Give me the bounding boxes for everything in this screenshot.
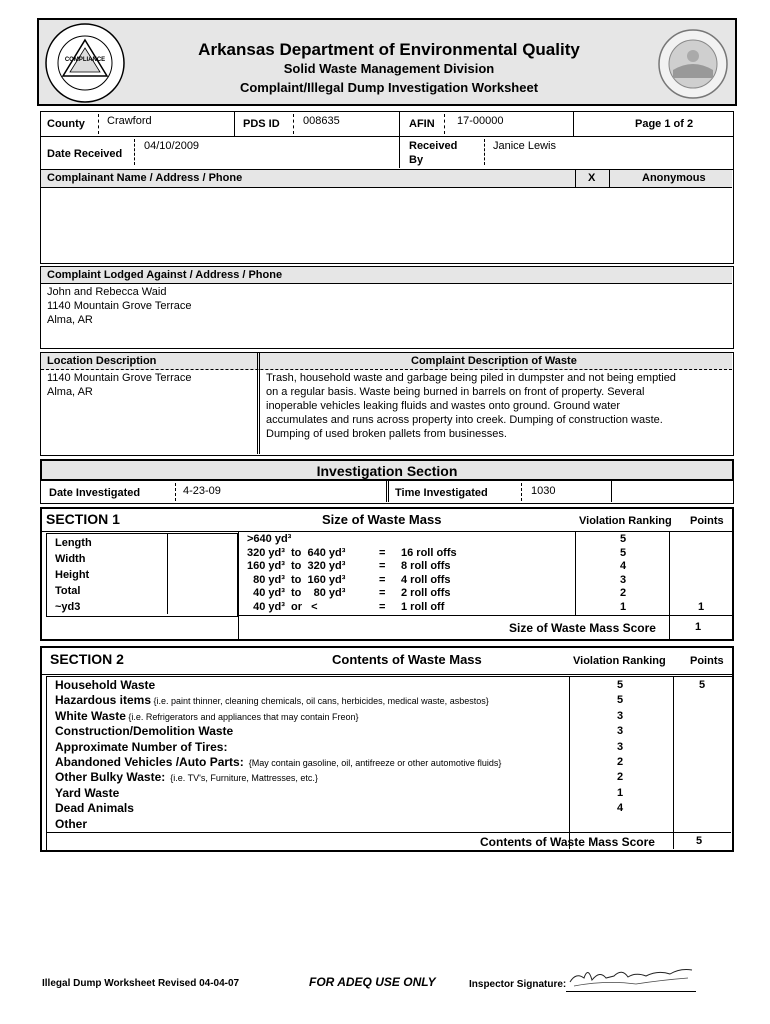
divider <box>573 112 574 136</box>
size-score-row <box>238 615 733 640</box>
divider <box>257 353 260 454</box>
section2-header <box>42 648 732 675</box>
waste-desc-line[interactable]: Trash, household waste and garbage being piled in dumpster and not being emptied <box>266 372 676 384</box>
waste-category <box>55 693 489 707</box>
section2-ranking-label: Violation Ranking <box>573 655 666 667</box>
contents-table <box>46 676 734 852</box>
pds-label: PDS ID <box>243 118 280 130</box>
roll-off-count: 1 roll off <box>401 600 445 613</box>
divider <box>575 531 576 615</box>
points-value[interactable]: 1 <box>697 600 705 613</box>
roll-off-count: 8 roll offs <box>401 560 451 572</box>
violation-rank: 5 <box>619 533 627 545</box>
date-received-label: Date Received <box>47 148 123 160</box>
waste-category <box>55 678 155 692</box>
violation-rank: 2 <box>616 771 624 784</box>
waste-category-name: Abandoned Vehicles /Auto Parts: <box>55 755 244 769</box>
violation-rank: 5 <box>616 679 624 691</box>
county-value[interactable]: Crawford <box>107 115 152 127</box>
section1 <box>40 507 734 641</box>
equals-sign: = <box>379 560 386 572</box>
waste-category-note: {May contain gasoline, oil, antifreeze or other automotive fluids} <box>243 758 502 768</box>
waste-category-note: {i.e. paint thinner, cleaning chemicals, oil cans, herbicides, medical waste, asbestos} <box>151 696 489 707</box>
divider <box>521 483 522 501</box>
location-line[interactable]: 1140 Mountain Grove Terrace <box>47 372 192 384</box>
violation-rank: 3 <box>619 573 627 586</box>
divider <box>444 114 445 134</box>
violation-rank: 4 <box>619 560 627 572</box>
section1-heading: Size of Waste Mass <box>322 512 442 527</box>
section2-points-label: Points <box>690 655 724 667</box>
lodged-header <box>41 267 732 284</box>
waste-desc-line[interactable]: accumulates and runs across property into creek. Dumping of construction waste. <box>266 414 663 426</box>
worksheet-title: Complaint/Illegal Dump Investigation Worksheet <box>239 80 539 95</box>
waste-category <box>55 724 233 738</box>
anonymous-check[interactable]: X <box>588 172 596 184</box>
contents-score-value[interactable]: 5 <box>696 835 703 847</box>
footer-use-only: FOR ADEQ USE ONLY <box>309 975 436 989</box>
divider <box>134 139 135 165</box>
section1-ranking-label: Violation Ranking <box>579 515 672 527</box>
lodged-line[interactable]: John and Rebecca Waid <box>47 286 167 298</box>
waste-desc-label: Complaint Description of Waste <box>411 355 577 367</box>
state-seal <box>657 28 729 100</box>
equals-sign: = <box>379 546 386 559</box>
dim-label: Length <box>55 537 92 549</box>
lodged-label: Complaint Lodged Against / Address / Phone <box>47 269 283 281</box>
section1-title: SECTION 1 <box>46 511 120 527</box>
divider <box>47 832 731 833</box>
waste-category-name: Hazardous items <box>55 693 152 708</box>
points-value[interactable]: 5 <box>698 679 706 691</box>
waste-category-name: Yard Waste <box>55 785 120 800</box>
dim-label: Width <box>55 553 86 565</box>
waste-category-name: Household Waste <box>55 678 156 692</box>
footer-revision: Illegal Dump Worksheet Revised 04-04-07 <box>42 978 240 989</box>
location-box <box>40 352 734 456</box>
dim-label: ~yd3 <box>55 601 81 613</box>
size-range: >640 yd³ <box>247 533 292 545</box>
divider <box>569 677 570 849</box>
afin-value[interactable]: 17-00000 <box>457 115 504 127</box>
waste-category-name: Approximate Number of Tires: <box>55 739 228 754</box>
waste-category-note: {i.e. Refrigerators and appliances that may contain Freon} <box>125 711 359 722</box>
waste-category <box>55 755 501 769</box>
waste-category <box>55 786 119 800</box>
waste-category-name: Other Bulky Waste: <box>55 770 166 785</box>
divider <box>386 481 389 502</box>
location-label: Location Description <box>47 355 157 367</box>
waste-category-note: {i.e. TV's, Furniture, Mattresses, etc.} <box>165 773 318 784</box>
received-by-label-2: By <box>409 154 424 166</box>
divider <box>609 170 610 187</box>
location-line[interactable]: Alma, AR <box>47 386 93 398</box>
waste-desc-line[interactable]: on a regular basis. Waste being burned in barrels on front of property. Several <box>266 386 645 398</box>
equals-sign: = <box>379 587 386 599</box>
waste-category <box>55 770 318 784</box>
size-range: 160 yd³ to 320 yd³ <box>247 560 346 572</box>
divider <box>98 114 99 134</box>
section2 <box>40 646 734 852</box>
date-investigated-value[interactable]: 4-23-09 <box>183 485 221 497</box>
waste-desc-line[interactable]: inoperable vehicles leaking fluids and wastes onto ground. Ground water <box>266 400 621 412</box>
investigation-title: Investigation Section <box>316 463 458 479</box>
anonymous-label: Anonymous <box>642 172 706 184</box>
lodged-against-box <box>40 266 734 349</box>
county-row <box>40 111 734 137</box>
size-table <box>238 531 733 615</box>
date-investigated-label: Date Investigated <box>49 487 141 499</box>
divider <box>175 483 176 501</box>
divider <box>669 616 670 640</box>
complainant-box <box>40 170 734 264</box>
divider <box>669 531 670 615</box>
roll-off-count: 4 roll offs <box>401 573 451 586</box>
page-number: Page 1 of 2 <box>635 118 694 130</box>
waste-category-name: Dead Animals <box>55 801 134 816</box>
size-range: 40 yd³ to 80 yd³ <box>247 587 346 599</box>
received-row <box>40 137 734 170</box>
waste-category <box>55 801 134 815</box>
violation-rank: 1 <box>616 786 624 799</box>
division-title: Solid Waste Management Division <box>283 61 495 76</box>
divider <box>673 677 674 849</box>
section1-header <box>42 509 732 532</box>
waste-category-name: Other <box>55 816 88 831</box>
violation-rank: 1 <box>619 600 627 613</box>
complainant-header <box>41 170 732 188</box>
roll-off-count: 2 roll offs <box>401 587 451 599</box>
location-header <box>41 353 732 370</box>
dimensions-table <box>46 533 238 617</box>
divider <box>234 112 235 136</box>
section2-title: SECTION 2 <box>50 651 124 667</box>
signature-label: Inspector Signature: <box>469 979 567 990</box>
received-by-label: Received <box>409 140 458 152</box>
afin-label: AFIN <box>409 118 435 130</box>
investigation-header <box>40 459 734 481</box>
lodged-line[interactable]: Alma, AR <box>47 314 93 326</box>
divider <box>611 481 612 502</box>
complainant-label: Complainant Name / Address / Phone <box>47 172 243 184</box>
equals-sign: = <box>379 573 386 586</box>
size-range: 80 yd³ to 160 yd³ <box>247 573 346 586</box>
county-label: County <box>47 118 85 130</box>
divider <box>484 139 485 165</box>
dim-label: Height <box>55 569 90 581</box>
lodged-line[interactable]: 1140 Mountain Grove Terrace <box>47 300 192 312</box>
section2-heading: Contents of Waste Mass <box>332 652 482 667</box>
waste-category <box>55 709 359 723</box>
violation-rank: 4 <box>616 802 624 815</box>
pds-value[interactable]: 008635 <box>303 115 340 127</box>
divider <box>575 170 576 187</box>
inspector-signature <box>566 958 696 992</box>
time-investigated-value[interactable]: 1030 <box>531 485 556 497</box>
violation-rank: 3 <box>616 725 624 738</box>
divider <box>399 137 400 168</box>
violation-rank: 3 <box>616 740 624 753</box>
date-received-value[interactable]: 04/10/2009 <box>144 140 200 152</box>
waste-category <box>55 740 227 754</box>
divider <box>293 114 294 134</box>
investigation-row <box>40 481 734 504</box>
size-score-value[interactable]: 1 <box>695 621 702 633</box>
contents-score-label: Contents of Waste Mass Score <box>480 835 655 849</box>
waste-category-name: White Waste <box>55 708 126 723</box>
violation-rank: 2 <box>619 587 627 599</box>
violation-rank: 2 <box>616 756 624 768</box>
size-range: 320 yd³ to 640 yd³ <box>247 546 346 559</box>
divider <box>399 112 400 136</box>
waste-category <box>55 817 87 831</box>
violation-rank: 5 <box>616 694 624 707</box>
violation-rank: 5 <box>619 546 627 559</box>
size-score-label: Size of Waste Mass Score <box>509 621 656 635</box>
signature-line <box>566 991 696 992</box>
section1-points-label: Points <box>690 515 724 527</box>
waste-desc-line[interactable]: Dumping of used broken pallets from businesses. <box>266 428 507 440</box>
roll-off-count: 16 roll offs <box>401 546 457 559</box>
header-band <box>37 18 737 106</box>
divider <box>167 534 168 614</box>
time-investigated-label: Time Investigated <box>395 487 488 499</box>
waste-category-name: Construction/Demolition Waste <box>55 724 234 739</box>
size-range: 40 yd³ or < <box>247 600 318 613</box>
seal-text: COMPLIANCE <box>64 57 106 63</box>
violation-rank: 3 <box>616 709 624 722</box>
received-by-value[interactable]: Janice Lewis <box>493 140 556 152</box>
agency-title: Arkansas Department of Environmental Quality <box>198 40 580 59</box>
equals-sign: = <box>379 600 386 613</box>
dim-label: Total <box>55 585 81 597</box>
